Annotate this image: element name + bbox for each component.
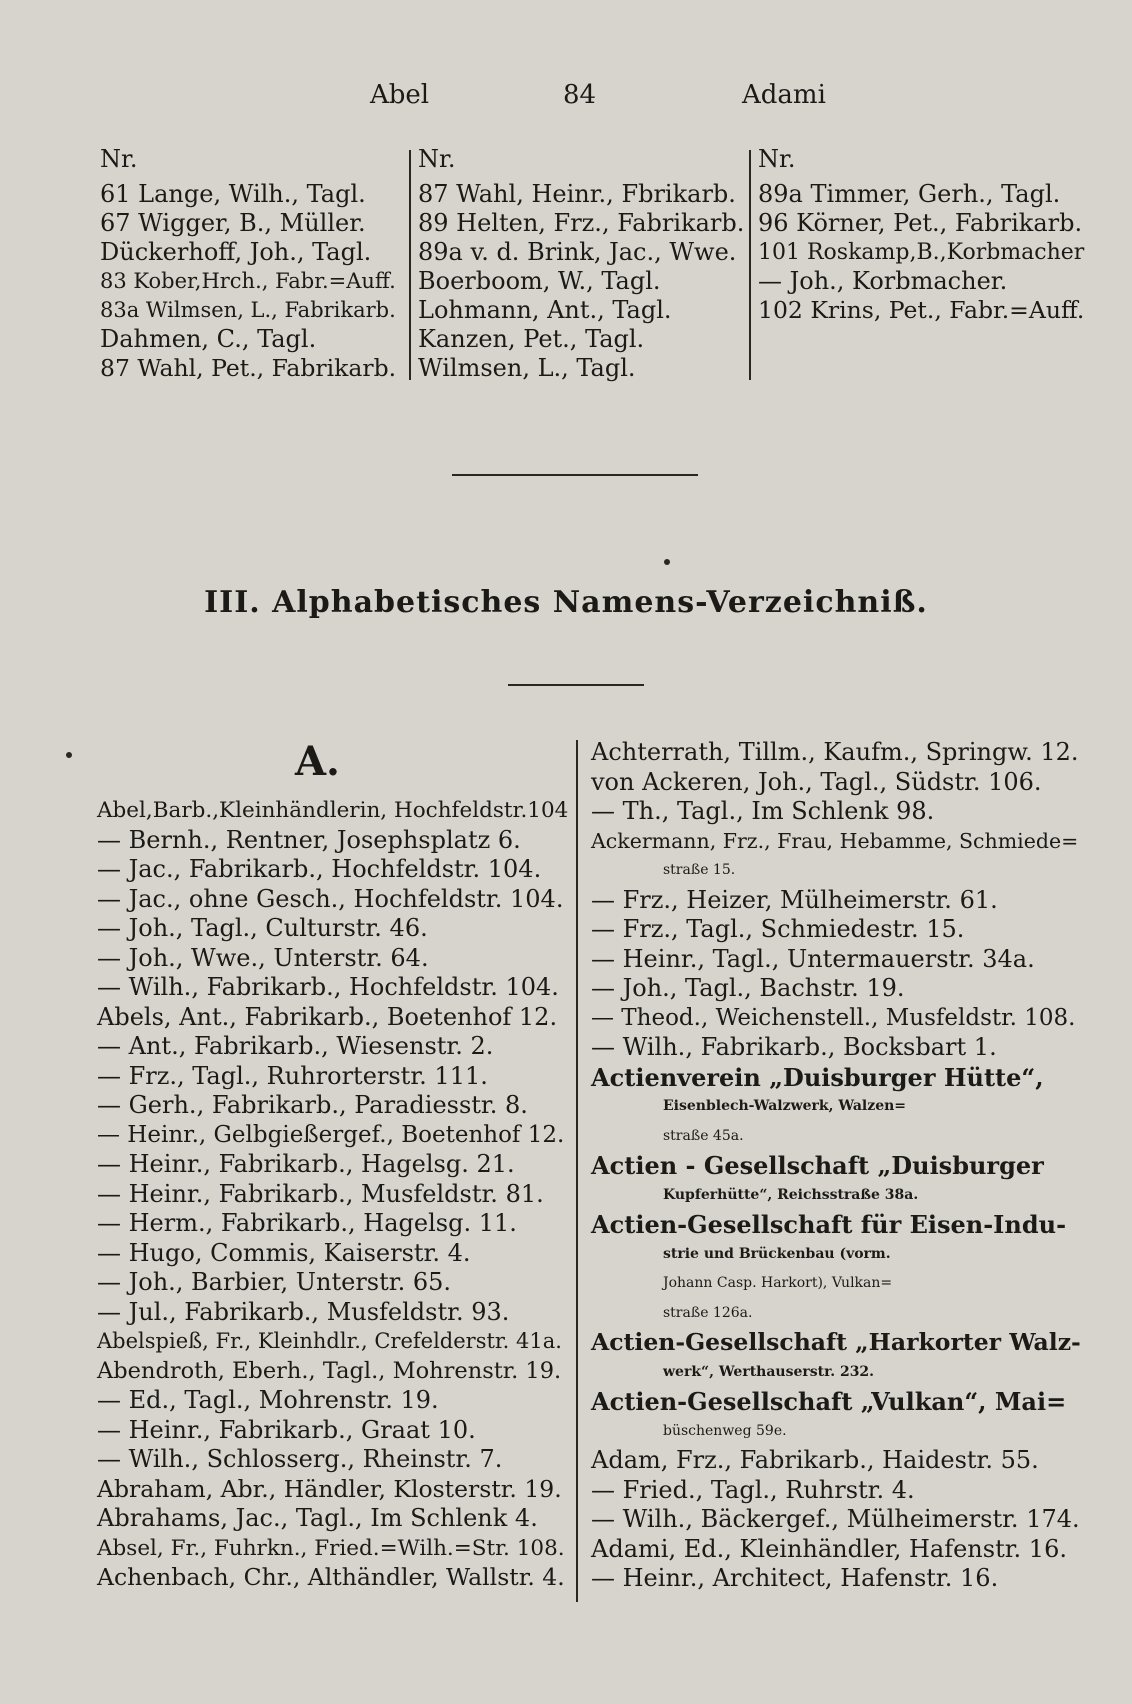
- directory-entry: — Heinr., Fabrikarb., Graat 10.: [97, 1415, 476, 1444]
- directory-entry: Abels, Ant., Fabrikarb., Boetenhof 12.: [97, 1002, 558, 1031]
- directory-entry: — Frz., Tagl., Schmiedestr. 15.: [591, 915, 965, 943]
- directory-entry: — Joh., Wwe., Unterstr. 64.: [97, 943, 429, 972]
- directory-entry-continuation: straße 45a.: [663, 1127, 744, 1144]
- directory-entry-continuation: büschenweg 59e.: [663, 1422, 787, 1439]
- top-column-3: [758, 145, 1088, 325]
- directory-entry: — Theod., Weichenstell., Musfeldstr. 108.: [591, 1004, 1076, 1031]
- directory-entry: Abelspieß, Fr., Kleinhdlr., Crefelderstr. 41a.: [97, 1329, 562, 1353]
- directory-entry: — Heinr., Architect, Hafenstr. 16.: [591, 1564, 999, 1592]
- directory-entry: — Joh., Barbier, Unterstr. 65.: [97, 1268, 452, 1296]
- directory-entry: — Gerh., Fabrikarb., Paradiesstr. 8.: [97, 1091, 528, 1119]
- directory-entry: — Wilh., Schlosserg., Rheinstr. 7.: [97, 1445, 503, 1473]
- directory-entry: — Heinr., Fabrikarb., Hagelsg. 21.: [97, 1150, 515, 1178]
- top-column-2: [418, 145, 748, 383]
- nr-label: Nr.: [418, 145, 456, 173]
- top-table-row: 83 Kober,Hrch., Fabr.=Auff.: [100, 269, 396, 293]
- top-table-row: 101 Roskamp,B.,Korbmacher: [758, 240, 1085, 265]
- separator-rule: [452, 474, 698, 476]
- directory-entry-continuation: werk“, Werthauserstr. 232.: [663, 1363, 875, 1380]
- directory-entry-continuation: straße 126a.: [663, 1304, 753, 1321]
- top-table-row: 87 Wahl, Heinr., Fbrikarb.: [418, 180, 736, 208]
- directory-entry: — Frz., Heizer, Mülheimerstr. 61.: [591, 885, 998, 914]
- top-column-3-rows: [758, 180, 1088, 325]
- directory-entry: Actien-Gesellschaft für Eisen-Indu-: [591, 1210, 1067, 1239]
- directory-entry-continuation: Johann Casp. Harkort), Vulkan=: [663, 1275, 893, 1291]
- directory-entry: — Wilh., Bäckergef., Mülheimerstr. 174.: [591, 1505, 1080, 1533]
- directory-entry-continuation: Eisenblech-Walzwerk, Walzen=: [663, 1098, 907, 1114]
- directory-entry: — Wilh., Fabrikarb., Hochfeldstr. 104.: [97, 973, 559, 1001]
- directory-entry: Abrahams, Jac., Tagl., Im Schlenk 4.: [97, 1504, 538, 1532]
- top-table-row: Kanzen, Pet., Tagl.: [418, 325, 645, 353]
- section-title: III. Alphabetisches Namens-Verzeichniß.: [204, 585, 928, 620]
- directory-entry: Absel, Fr., Fuhrkn., Fried.=Wilh.=Str. 108.: [97, 1535, 565, 1561]
- directory-entry: Abendroth, Eberh., Tagl., Mohrenstr. 19.: [97, 1357, 562, 1384]
- column-divider: [576, 740, 578, 1602]
- left-entry-column: [97, 796, 569, 1593]
- directory-entry: — Jul., Fabrikarb., Musfeldstr. 93.: [97, 1297, 510, 1326]
- directory-entry: — Heinr., Fabrikarb., Musfeldstr. 81.: [97, 1179, 544, 1208]
- right-entry-column: [591, 738, 1081, 1594]
- top-table-row: 87 Wahl, Pet., Fabrikarb.: [100, 354, 397, 382]
- directory-entry: Abel,Barb.,Kleinhändlerin, Hochfeldstr.104: [97, 798, 569, 823]
- directory-entry: Actien-Gesellschaft „Harkorter Walz-: [591, 1328, 1081, 1356]
- top-column-2-rows: [418, 180, 748, 383]
- print-dot: [664, 559, 670, 565]
- directory-entry: — Bernh., Rentner, Josephsplatz 6.: [97, 825, 521, 854]
- directory-entry: Actien-Gesellschaft „Vulkan“, Mai=: [591, 1387, 1067, 1416]
- directory-entry: von Ackeren, Joh., Tagl., Südstr. 106.: [591, 767, 1042, 796]
- directory-entry-continuation: strie und Brückenbau (vorm.: [663, 1245, 891, 1262]
- top-table-row: — Joh., Korbmacher.: [758, 267, 1008, 295]
- directory-entry: — Heinr., Tagl., Untermauerstr. 34a.: [591, 944, 1035, 973]
- section-letter: A.: [295, 738, 340, 785]
- directory-entry: Adam, Frz., Fabrikarb., Haidestr. 55.: [591, 1446, 1039, 1474]
- directory-entry: — Jac., ohne Gesch., Hochfeldstr. 104.: [97, 884, 564, 913]
- directory-entry: — Fried., Tagl., Ruhrstr. 4.: [591, 1475, 915, 1504]
- directory-entry: Actienverein „Duisburger Hütte“,: [591, 1062, 1044, 1092]
- top-table-row: 89a v. d. Brink, Jac., Wwe.: [418, 238, 737, 266]
- page-number: 84: [563, 80, 597, 110]
- top-table-row: Dückerhoff, Joh., Tagl.: [100, 238, 372, 266]
- print-dot: [66, 752, 72, 758]
- top-table-row: 89a Timmer, Gerh., Tagl.: [758, 180, 1061, 208]
- top-table-row: 61 Lange, Wilh., Tagl.: [100, 180, 366, 208]
- top-table-row: Boerboom, W., Tagl.: [418, 267, 661, 295]
- directory-entry: Abraham, Abr., Händler, Klosterstr. 19.: [97, 1474, 562, 1503]
- directory-entry-continuation: straße 15.: [663, 862, 736, 878]
- directory-entry: — Ed., Tagl., Mohrenstr. 19.: [97, 1386, 439, 1414]
- directory-entry: Actien - Gesellschaft „Duisburger: [591, 1151, 1044, 1180]
- directory-entry: Achenbach, Chr., Althändler, Wallstr. 4.: [97, 1563, 565, 1591]
- directory-entry: — Hugo, Commis, Kaiserstr. 4.: [97, 1238, 471, 1267]
- directory-entry: — Jac., Fabrikarb., Hochfeldstr. 104.: [97, 855, 542, 883]
- directory-entry: — Herm., Fabrikarb., Hagelsg. 11.: [97, 1209, 517, 1237]
- directory-entry: Adami, Ed., Kleinhändler, Hafenstr. 16.: [591, 1534, 1067, 1563]
- directory-entry: Achterrath, Tillm., Kaufm., Springw. 12.: [591, 738, 1079, 766]
- nr-label: Nr.: [758, 145, 796, 173]
- directory-entry: Ackermann, Frz., Frau, Hebamme, Schmiede=: [591, 828, 1079, 853]
- directory-entry: — Joh., Tagl., Bachstr. 19.: [591, 974, 905, 1002]
- top-table-row: 83a Wilmsen, L., Fabrikarb.: [100, 298, 396, 322]
- directory-entry: — Joh., Tagl., Culturstr. 46.: [97, 914, 428, 942]
- separator-rule: [508, 684, 644, 686]
- top-table-row: Dahmen, C., Tagl.: [100, 325, 317, 353]
- directory-entry: — Ant., Fabrikarb., Wiesenstr. 2.: [97, 1032, 494, 1060]
- header-left-name: Abel: [370, 80, 430, 110]
- directory-entry-continuation: Kupferhütte“, Reichsstraße 38a.: [663, 1186, 919, 1203]
- top-table-row: 102 Krins, Pet., Fabr.=Auff.: [758, 296, 1085, 324]
- directory-entry: — Wilh., Fabrikarb., Bocksbart 1.: [591, 1033, 997, 1061]
- directory-entry: — Th., Tagl., Im Schlenk 98.: [591, 797, 935, 825]
- directory-entry: — Heinr., Gelbgießergef., Boetenhof 12.: [97, 1121, 565, 1148]
- header-right-name: Adami: [742, 80, 826, 110]
- top-column-1-rows: [100, 180, 400, 383]
- nr-label: Nr.: [100, 145, 138, 173]
- column-divider: [749, 150, 751, 380]
- top-table-row: 89 Helten, Frz., Fabrikarb.: [418, 209, 745, 237]
- running-header: [0, 80, 1132, 116]
- top-table-row: Lohmann, Ant., Tagl.: [418, 296, 672, 324]
- top-table-row: Wilmsen, L., Tagl.: [418, 354, 636, 382]
- top-table-row: 67 Wigger, B., Müller.: [100, 209, 366, 237]
- directory-entry: — Frz., Tagl., Ruhrorterstr. 111.: [97, 1061, 488, 1090]
- column-divider: [409, 150, 411, 380]
- top-table-row: 96 Körner, Pet., Fabrikarb.: [758, 209, 1083, 237]
- top-column-1: [100, 145, 400, 383]
